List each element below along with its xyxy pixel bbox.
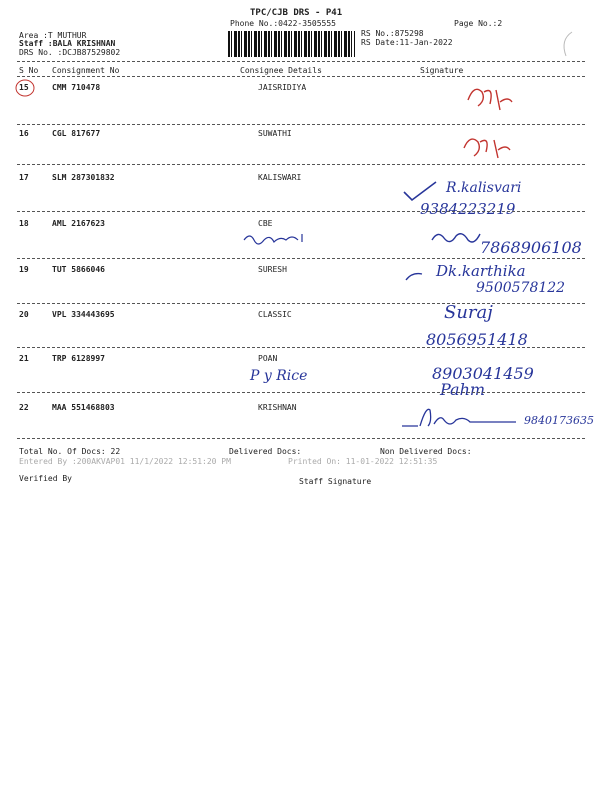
row-sno: 20 xyxy=(19,310,29,319)
rs-date: RS Date:11-Jan-2022 xyxy=(361,38,453,47)
row-consignee: JAISRIDIYA xyxy=(258,83,307,92)
row-consignee: SUWATHI xyxy=(258,129,292,138)
handwritten-name: Pahm xyxy=(440,380,486,399)
row-consignee: CLASSIC xyxy=(258,310,292,319)
col-consignment: Consignment No xyxy=(52,66,120,75)
row-consignment: CMM 710478 xyxy=(52,83,101,92)
divider xyxy=(17,392,585,393)
divider xyxy=(17,211,585,212)
row-consignment: VPL 334443695 xyxy=(52,310,115,319)
handwritten-phone: 9840173635 xyxy=(524,414,594,427)
col-sno: S No xyxy=(19,66,39,75)
delivered-docs: Delivered Docs: xyxy=(229,447,302,456)
row-consignment: MAA 551468803 xyxy=(52,403,115,412)
row-consignee: CBE xyxy=(258,219,273,228)
signature-mark xyxy=(240,230,310,248)
rs-number: RS No.:875298 xyxy=(361,29,424,38)
tick-mark xyxy=(400,180,440,202)
row-consignee: POAN xyxy=(258,354,278,363)
row-consignee: KRISHNAN xyxy=(258,403,297,412)
staff-signature: Staff Signature xyxy=(299,477,372,486)
row-consignment: SLM 287301832 xyxy=(52,173,115,182)
printed-on: Printed On: 11-01-2022 12:51:35 xyxy=(288,457,438,466)
handwritten-name: R.kalisvari xyxy=(446,180,522,196)
handwritten-phone: 9384223219 xyxy=(420,200,516,218)
barcode xyxy=(228,31,355,57)
row-sno: 18 xyxy=(19,219,29,228)
divider xyxy=(17,124,585,125)
handwritten-phone: 7868906108 xyxy=(480,238,582,257)
non-delivered-docs: Non Delivered Docs: xyxy=(380,447,472,456)
circle-mark xyxy=(15,78,35,98)
area-label: Area :T MUTHUR xyxy=(19,31,87,40)
col-consignee: Consignee Details xyxy=(240,66,322,75)
handwritten-name: Dk.karthika xyxy=(436,262,526,280)
handwritten-name: Suraj xyxy=(444,302,493,323)
divider xyxy=(17,303,585,304)
row-consignee: SURESH xyxy=(258,265,287,274)
verified-by: Verified By xyxy=(19,474,72,483)
phone-number: Phone No.:0422-3505555 xyxy=(230,19,336,28)
handwritten-name: P y Rice xyxy=(250,368,308,384)
staff-label: Staff :BALA KRISHNAN xyxy=(19,39,116,48)
row-sno: 15 xyxy=(19,83,29,92)
col-signature: Signature xyxy=(420,66,464,75)
row-sno: 21 xyxy=(19,354,29,363)
row-sno: 22 xyxy=(19,403,29,412)
divider xyxy=(17,76,585,77)
row-sno: 16 xyxy=(19,129,29,138)
row-sno: 17 xyxy=(19,173,29,182)
row-consignment: CGL 817677 xyxy=(52,129,101,138)
punch-hole-mark xyxy=(556,30,576,60)
drs-number: DRS No. :DCJB87529802 xyxy=(19,48,121,57)
divider xyxy=(17,61,585,62)
page-number: Page No.:2 xyxy=(454,19,503,28)
row-consignee: KALISWARI xyxy=(258,173,302,182)
signature-mark xyxy=(400,402,520,430)
total-docs: Total No. Of Docs: 22 xyxy=(19,447,121,456)
divider xyxy=(17,258,585,259)
divider xyxy=(17,438,585,439)
document-title: TPC/CJB DRS - P41 xyxy=(250,8,343,18)
row-consignment: TUT 5866046 xyxy=(52,265,105,274)
mark xyxy=(404,270,426,284)
divider xyxy=(17,347,585,348)
handwritten-phone: 8056951418 xyxy=(426,330,528,349)
row-consignment: AML 2167623 xyxy=(52,219,105,228)
signature-mark xyxy=(458,128,518,164)
divider xyxy=(17,164,585,165)
handwritten-phone: 8903041459 xyxy=(432,364,534,383)
entered-by: Entered By :200AKVAP01 11/1/2022 12:51:20 PM xyxy=(19,457,231,466)
signature-mark xyxy=(428,226,484,252)
signature-mark xyxy=(460,80,520,120)
handwritten-phone: 9500578122 xyxy=(476,280,566,296)
row-consignment: TRP 6128997 xyxy=(52,354,105,363)
row-sno: 19 xyxy=(19,265,29,274)
